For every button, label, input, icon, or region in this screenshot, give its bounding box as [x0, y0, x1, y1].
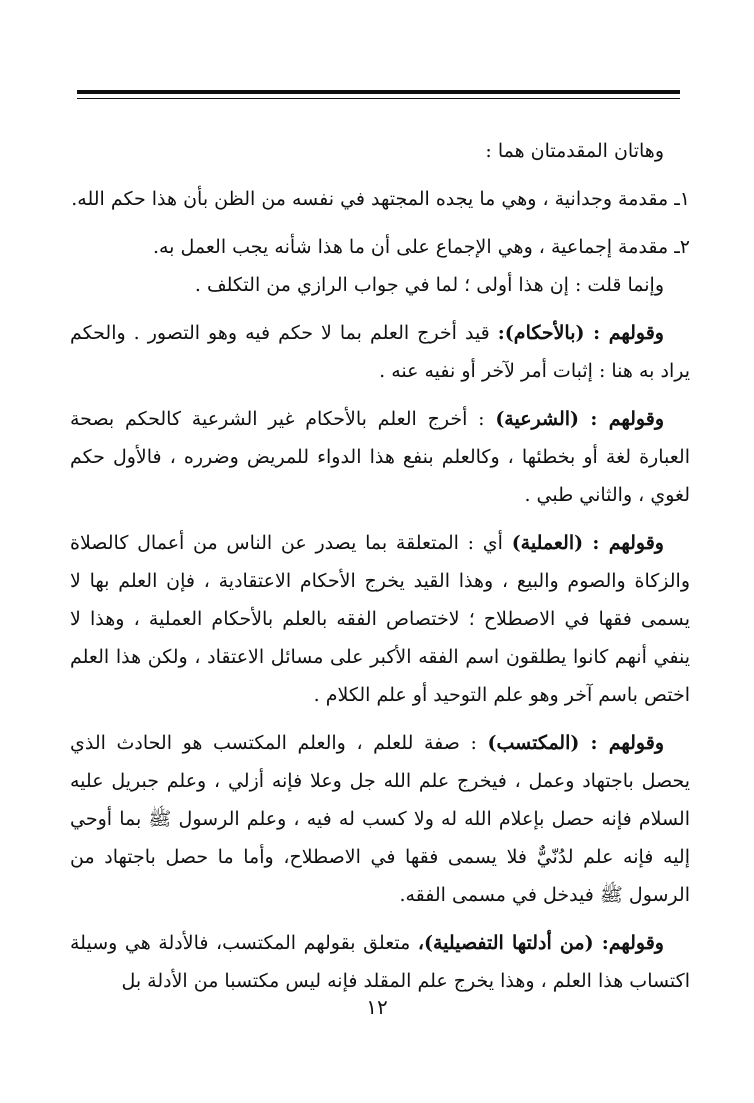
term-lead: وقولهم : (بالأحكام):: [497, 322, 664, 344]
paragraph-adilla: [70, 924, 690, 1000]
paragraph-text: : أخرج العلم بالأحكام غير الشرعية كالحكم بصحة العبارة لغة أو بخطئها ، وكالعلم بنفع هذا الدواء للمريض وضرره ، فالأول حكم لغوي ، والثاني طبي .: [70, 408, 690, 506]
paragraph-ahkam: [70, 314, 690, 390]
list-item-1: ١ـ مقدمة وجدانية ، وهي ما يجده المجتهد في نفسه من الظن بأن هذا حكم الله.: [71, 188, 690, 210]
paragraph-amaliyya: [70, 524, 690, 714]
term-lead: وقولهم : (المكتسب): [487, 732, 664, 754]
paragraph-note: وإنما قلت : إن هذا أولى ؛ لما في جواب الرازي من التكلف .: [194, 274, 664, 296]
term-lead: وقولهم : (الشرعية): [495, 408, 665, 430]
page-body: [70, 132, 690, 1000]
paragraph-text: : صفة للعلم ، والعلم المكتسب هو الحادث الذي يحصل باجتهاد وعمل ، فيخرج علم الله جل وعلا فإنه أزلي ، وعلم جبريل عليه السلام فإنه حصل بإعلام الله له ولا كسب له فيه ، وعلم الرسول ﷺ بما أوحي إليه فإنه علم لدُنّيٌّ فلا يسمى فقها في الاصطلاح، وأما ما حصل باجتهاد من الرسول ﷺ فيدخل في مسمى الفقه.: [70, 732, 690, 906]
header-rule-thin: [77, 98, 680, 99]
paragraph-text: قيد أخرج العلم بما لا حكم فيه وهو التصور . والحكم يراد به هنا : إثبات أمر لآخر أو نفيه عنه .: [70, 322, 690, 382]
paragraph-shariyya: [70, 400, 690, 514]
paragraph-text: متعلق بقولهم المكتسب، فالأدلة هي وسيلة اكتساب هذا العلم ، وهذا يخرج علم المقلد فإنه ليس مكتسبا من الأدلة بل: [70, 932, 690, 992]
header-rule-thick: [77, 90, 680, 94]
page-number: ١٢: [366, 995, 388, 1019]
paragraph-muktasab: [70, 724, 690, 914]
paragraph-text: أي : المتعلقة بما يصدر عن الناس من أعمال كالصلاة والزكاة والصوم والبيع ، وهذا القيد يخرج الأحكام الاعتقادية ، فإن العلم بها لا يسمى فقها في الاصطلاح ؛ لاختصاص الفقه بالعلم بالأحكام العملية ، وهذا لا ينفي أنهم كانوا يطلقون اسم الفقه الأكبر على مسائل الاعتقاد ، ولكن هذا العلم اختص باسم آخر وهو علم التوحيد أو علم الكلام .: [70, 532, 690, 706]
term-lead: وقولهم : (العملية): [511, 532, 664, 554]
list-item-2: ٢ـ مقدمة إجماعية ، وهي الإجماع على أن ما هذا شأنه يجب العمل به.: [152, 236, 690, 258]
paragraph-intro: وهاتان المقدمتان هما :: [485, 140, 664, 162]
term-lead: وقولهم: (من أدلتها التفصيلية)،: [417, 932, 664, 954]
